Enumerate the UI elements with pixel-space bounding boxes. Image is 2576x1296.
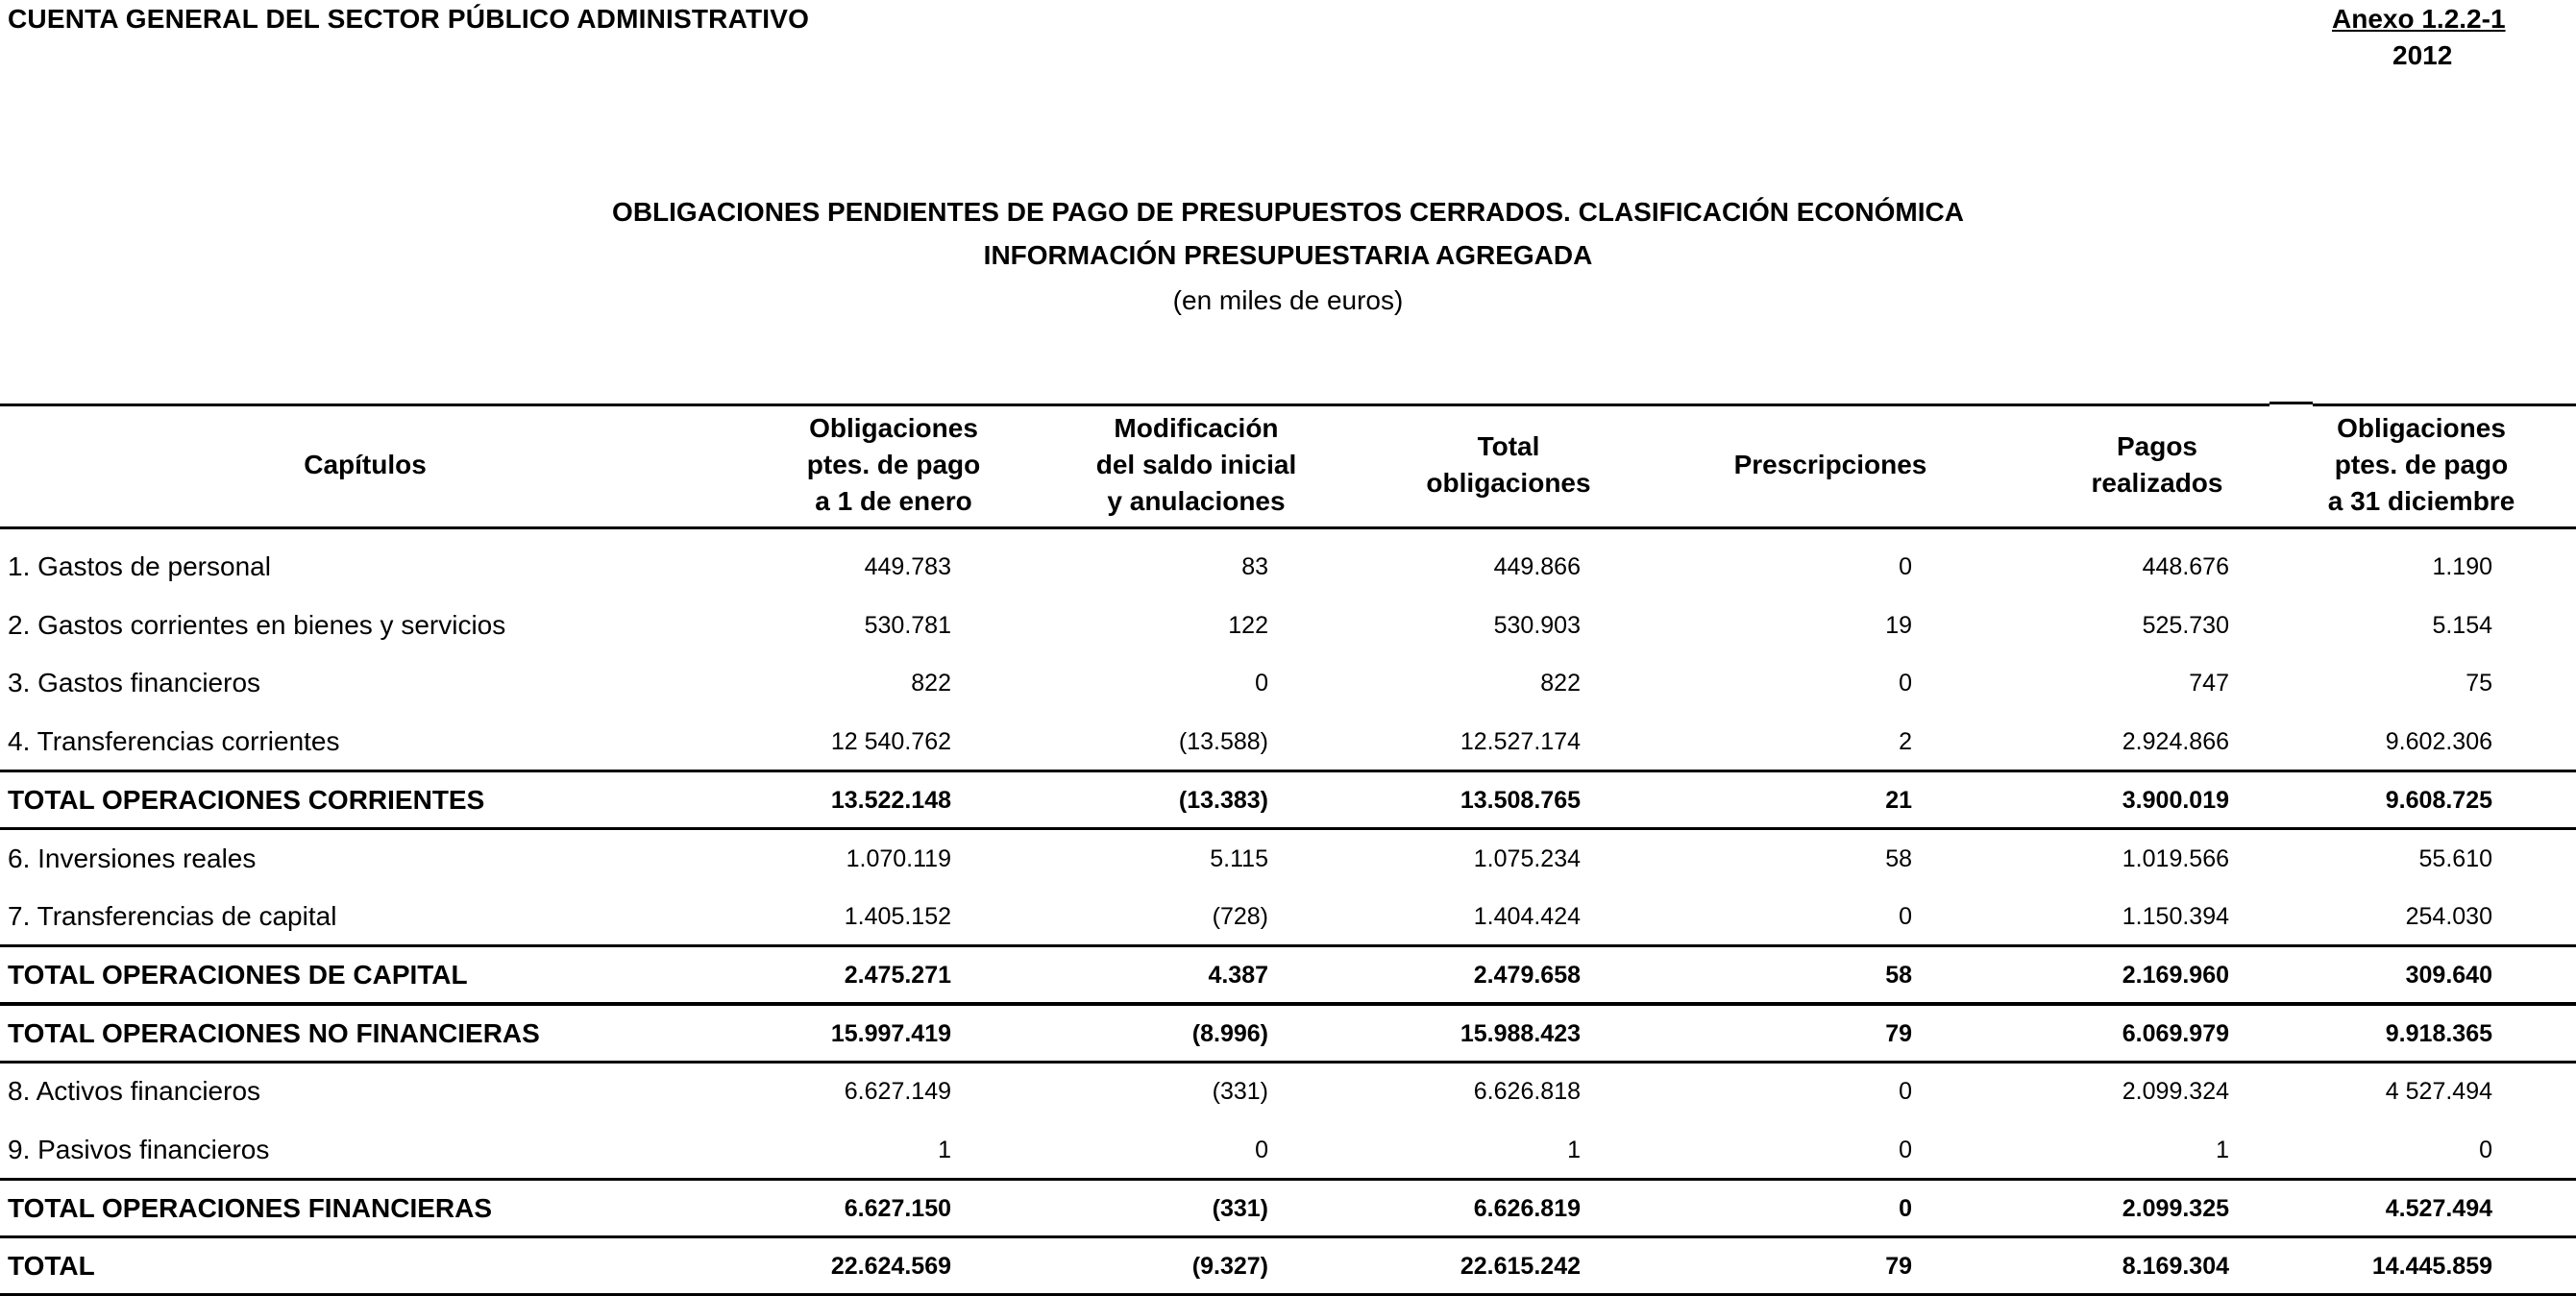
row-value: 1.019.566: [2122, 845, 2229, 872]
row-value: 1: [1567, 1137, 1581, 1163]
row-value: (13.383): [1178, 787, 1268, 814]
row-value: 448.676: [2142, 553, 2229, 580]
row-value: 1.405.152: [844, 903, 951, 930]
row-value: 0: [1255, 670, 1268, 697]
table-total-row: [0, 1180, 2576, 1237]
row-value: 1.404.424: [1473, 903, 1581, 930]
row-value: 2.099.324: [2122, 1078, 2229, 1105]
row-label: 3. Gastos financieros: [8, 668, 261, 697]
header-text-line: Obligaciones: [2337, 413, 2506, 443]
row-value: 15.997.419: [830, 1020, 951, 1047]
row-value: 309.640: [2405, 962, 2492, 989]
col-modification-header: [1047, 403, 1345, 526]
row-value: 6.626.819: [1473, 1195, 1581, 1222]
row-value: 19: [1885, 612, 1912, 639]
row-value: 13.522.148: [830, 787, 951, 814]
row-value: 83: [1241, 553, 1268, 580]
header-text-line: Capítulos: [304, 450, 427, 479]
report-year: 2012: [2392, 40, 2453, 70]
row-value: 79: [1885, 1020, 1912, 1047]
row-value: 1: [938, 1137, 951, 1163]
row-value: 58: [1885, 845, 1912, 872]
row-value: 1.190: [2432, 553, 2492, 580]
row-value: 254.030: [2405, 903, 2492, 930]
header-text-line: y anulaciones: [1107, 486, 1286, 516]
row-value: 1: [2216, 1137, 2229, 1163]
header-text-line: ptes. de pago: [806, 450, 981, 479]
row-value: 1.075.234: [1473, 845, 1581, 872]
row-label: 2. Gastos corrientes en bienes y servicios: [8, 610, 506, 640]
row-value: 22.624.569: [830, 1253, 951, 1280]
row-label: TOTAL OPERACIONES DE CAPITAL: [8, 960, 468, 990]
row-value: (9.327): [1191, 1253, 1268, 1280]
header-text-line: Modificación: [1114, 413, 1279, 443]
row-value: 2.099.325: [2122, 1195, 2229, 1222]
col-total-obligations-header: [1364, 403, 1653, 526]
row-value: (331): [1212, 1195, 1268, 1222]
row-value: 2.475.271: [844, 962, 951, 989]
header-text-line: a 31 diciembre: [2327, 486, 2515, 516]
report-title: OBLIGACIONES PENDIENTES DE PAGO DE PRESUPUESTOS CERRADOS. CLASIFICACIÓN ECONÓMICA: [612, 197, 1964, 227]
row-value: 3.900.019: [2122, 787, 2229, 814]
row-value: 1.150.394: [2122, 903, 2229, 930]
row-value: (8.996): [1191, 1020, 1268, 1047]
organization-name: CUENTA GENERAL DEL SECTOR PÚBLICO ADMINISTRATIVO: [8, 4, 810, 34]
col-chapters-header: [0, 403, 730, 526]
row-value: 4.527.494: [2385, 1195, 2492, 1222]
row-value: 0: [1255, 1137, 1268, 1163]
row-value: 822: [911, 670, 951, 697]
table-total-row: [0, 771, 2576, 829]
row-value: (331): [1212, 1078, 1268, 1105]
row-value: 122: [1228, 612, 1268, 639]
table-row: [0, 888, 2576, 945]
row-value: 530.903: [1493, 612, 1581, 639]
row-value: 1.070.119: [846, 845, 951, 872]
row-value: 6.069.979: [2122, 1020, 2229, 1047]
table-total-row: [0, 1237, 2576, 1295]
row-value: (13.588): [1178, 728, 1268, 755]
header-text-line: del saldo inicial: [1095, 450, 1297, 479]
col-payments-header: [2008, 403, 2306, 526]
row-value: 13.508.765: [1460, 787, 1581, 814]
table-row: [0, 597, 2576, 654]
row-value: 2.479.658: [1473, 962, 1581, 989]
row-value: 2.924.866: [2122, 728, 2229, 755]
row-value: 9.608.725: [2385, 787, 2492, 814]
col-prescriptions-header: [1662, 403, 1999, 526]
row-value: 0: [1899, 903, 1912, 930]
table-row: [0, 1063, 2576, 1120]
row-value: 525.730: [2142, 612, 2229, 639]
row-value: 0: [1899, 1195, 1912, 1222]
row-value: 15.988.423: [1460, 1020, 1581, 1047]
row-label: 6. Inversiones reales: [8, 844, 257, 873]
row-value: 6.627.150: [844, 1195, 951, 1222]
row-value: 747: [2189, 670, 2229, 697]
row-value: 9.602.306: [2385, 728, 2492, 755]
table-total-row: [0, 1005, 2576, 1063]
annex-reference: Anexo 1.2.2-1: [2332, 4, 2506, 34]
header-text-line: realizados: [2091, 468, 2223, 498]
header-text-line: Prescripciones: [1733, 450, 1927, 479]
row-value: 530.781: [864, 612, 951, 639]
row-value: 0: [2479, 1137, 2492, 1163]
row-label: 8. Activos financieros: [8, 1076, 261, 1106]
report-subtitle: INFORMACIÓN PRESUPUESTARIA AGREGADA: [983, 240, 1593, 270]
row-value: 9.918.365: [2385, 1020, 2492, 1047]
row-value: 12 540.762: [830, 728, 951, 755]
header-text-line: obligaciones: [1426, 468, 1591, 498]
row-label: TOTAL: [8, 1251, 95, 1281]
row-value: 449.866: [1493, 553, 1581, 580]
row-value: 4.387: [1208, 962, 1268, 989]
row-value: 0: [1899, 553, 1912, 580]
row-value: (728): [1212, 903, 1268, 930]
row-label: 7. Transferencias de capital: [8, 901, 337, 931]
table-row: [0, 654, 2576, 712]
col-closing-obligations-header: [2277, 403, 2565, 526]
row-value: 822: [1540, 670, 1581, 697]
row-label: TOTAL OPERACIONES CORRIENTES: [8, 785, 485, 815]
header-text-line: a 1 de enero: [815, 486, 972, 516]
row-value: 6.627.149: [844, 1078, 951, 1105]
row-value: 0: [1899, 670, 1912, 697]
row-value: 75: [2466, 670, 2492, 697]
row-value: 2: [1899, 728, 1912, 755]
header-text-line: Obligaciones: [809, 413, 978, 443]
col-opening-obligations-header: [749, 403, 1038, 526]
table-row: [0, 713, 2576, 770]
row-value: 79: [1885, 1253, 1912, 1280]
header-text-line: ptes. de pago: [2334, 450, 2509, 479]
table-total-row: [0, 946, 2576, 1004]
header-bottom-rule: [0, 526, 2576, 529]
table-row: [0, 538, 2576, 596]
header-text-line: Pagos: [2116, 431, 2197, 461]
row-label: TOTAL OPERACIONES NO FINANCIERAS: [8, 1018, 540, 1048]
row-value: 0: [1899, 1078, 1912, 1105]
row-label: 9. Pasivos financieros: [8, 1135, 270, 1164]
table-row: [0, 1121, 2576, 1179]
row-value: 22.615.242: [1460, 1253, 1581, 1280]
row-label: 4. Transferencias corrientes: [8, 726, 340, 756]
row-value: 12.527.174: [1460, 728, 1581, 755]
table-row: [0, 830, 2576, 888]
row-value: 21: [1885, 787, 1912, 814]
row-value: 58: [1885, 962, 1912, 989]
row-value: 8.169.304: [2122, 1253, 2229, 1280]
header-text-line: Total: [1477, 431, 1540, 461]
row-value: 5.154: [2432, 612, 2492, 639]
row-label: TOTAL OPERACIONES FINANCIERAS: [8, 1193, 493, 1223]
row-value: 5.115: [1210, 845, 1268, 872]
row-label: 1. Gastos de personal: [8, 551, 271, 581]
row-value: 14.445.859: [2371, 1253, 2492, 1280]
row-value: 55.610: [2418, 845, 2492, 872]
row-value: 2.169.960: [2122, 962, 2229, 989]
row-value: 0: [1899, 1137, 1912, 1163]
row-value: 6.626.818: [1473, 1078, 1581, 1105]
row-value: 449.783: [864, 553, 951, 580]
row-value: 4 527.494: [2385, 1078, 2492, 1105]
units-note: (en miles de euros): [1172, 285, 1404, 315]
